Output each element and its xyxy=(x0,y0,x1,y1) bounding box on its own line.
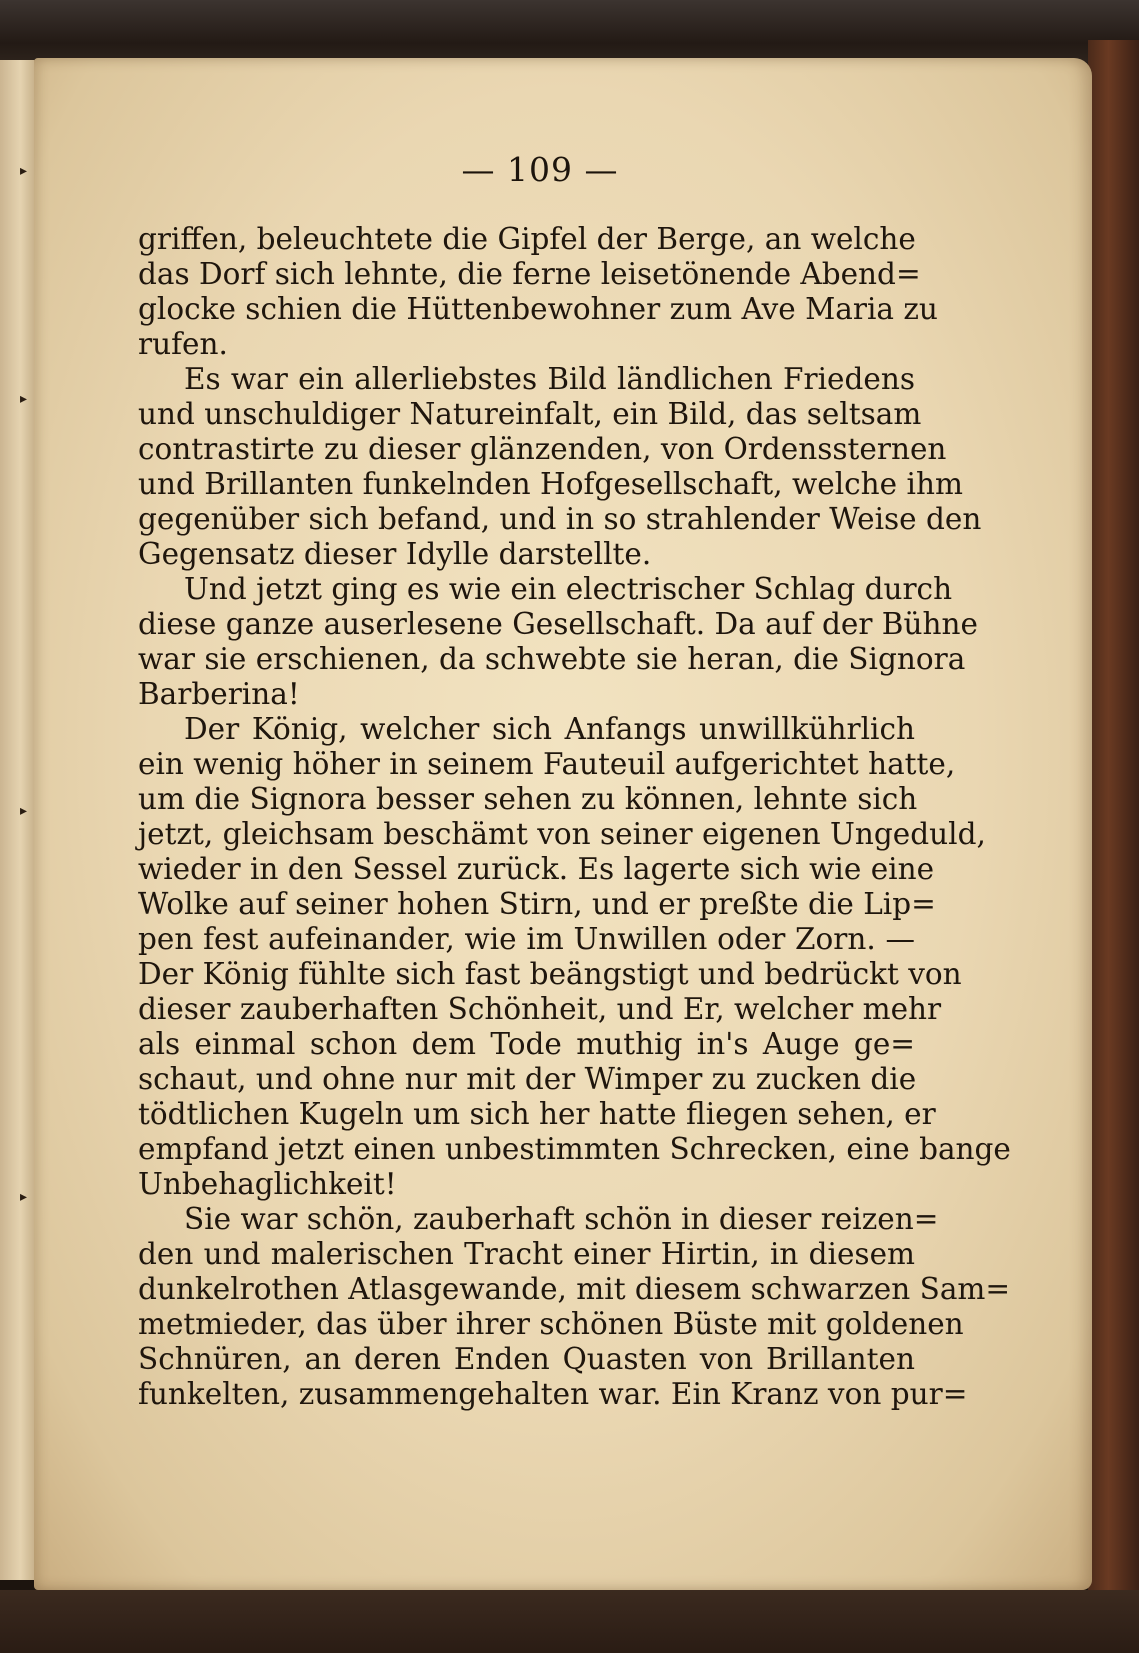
text-line: und unschuldiger Natureinfalt, ein Bild, das seltsam xyxy=(138,397,922,431)
text-line: griffen, beleuchtete die Gipfel der Berge, an welche xyxy=(138,222,916,256)
text-line: um die Signora besser sehen zu können, lehnte sich xyxy=(138,782,918,816)
text-line: tödtlichen Kugeln um sich her hatte fliegen sehen, er xyxy=(138,1097,936,1131)
book-top-edge xyxy=(0,0,1139,62)
text-line: pen fest aufeinander, wie im Unwillen oder Zorn. — xyxy=(138,922,915,956)
text-line: funkelten, zusammengehalten war. Ein Kranz von pur= xyxy=(138,1377,968,1411)
margin-mark: ▸ xyxy=(20,391,28,407)
body-text xyxy=(138,222,1011,1412)
text-line: das Dorf sich lehnte, die ferne leisetönende Abend= xyxy=(138,257,921,291)
text-line: als einmal schon dem Tode muthig in's Auge ge= xyxy=(138,1027,915,1061)
text-line: und Brillanten funkelnden Hofgesellschaft, welche ihm xyxy=(138,467,963,501)
page-number: — 109 — xyxy=(461,150,619,189)
text-line: jetzt, gleichsam beschämt von seiner eigenen Ungeduld, xyxy=(138,817,986,851)
text-line: Wolke auf seiner hohen Stirn, und er preßte die Lip= xyxy=(138,887,936,921)
text-line: diese ganze auserlesene Gesellschaft. Da auf der Bühne xyxy=(138,607,978,641)
text-line: Sie war schön, zauberhaft schön in dieser reizen= xyxy=(184,1202,939,1236)
text-line: Der König fühlte sich fast beängstigt und bedrückt von xyxy=(138,957,962,991)
text-line: Der König, welcher sich Anfangs unwillkührlich xyxy=(184,712,915,746)
text-line: Schnüren, an deren Enden Quasten von Brillanten xyxy=(138,1342,915,1376)
margin-mark: ▸ xyxy=(20,803,28,819)
book-bottom-edge xyxy=(0,1590,1139,1653)
text-line: wieder in den Sessel zurück. Es lagerte sich wie eine xyxy=(138,852,935,886)
text-line: dieser zauberhaften Schönheit, und Er, welcher mehr xyxy=(138,992,942,1026)
text-line: Und jetzt ging es wie ein electrischer Schlag durch xyxy=(184,572,953,606)
text-line: den und malerischen Tracht einer Hirtin, in diesem xyxy=(138,1237,915,1271)
text-line: contrastirte zu dieser glänzenden, von Ordenssternen xyxy=(138,432,947,466)
text-line: ein wenig höher in seinem Fauteuil aufgerichtet hatte, xyxy=(138,747,956,781)
text-line: Barberina! xyxy=(138,677,300,711)
text-line: dunkelrothen Atlasgewande, mit diesem schwarzen Sam= xyxy=(138,1272,1011,1306)
margin-mark: ▸ xyxy=(20,163,28,179)
margin-mark: ▸ xyxy=(20,1189,28,1205)
text-line: war sie erschienen, da schwebte sie heran, die Signora xyxy=(138,642,966,676)
text-line: metmieder, das über ihrer schönen Büste mit goldenen xyxy=(138,1307,964,1341)
text-line: gegenüber sich befand, und in so strahlender Weise den xyxy=(138,502,982,536)
text-line: Unbehaglichkeit! xyxy=(138,1167,397,1201)
text-line: Gegensatz dieser Idylle darstellte. xyxy=(138,537,652,571)
text-line: Es war ein allerliebstes Bild ländlichen Friedens xyxy=(184,362,915,396)
text-line: schaut, und ohne nur mit der Wimper zu zucken die xyxy=(138,1062,917,1096)
book-cover-edge xyxy=(1088,40,1139,1610)
page-gutter xyxy=(0,60,35,1580)
text-line: glocke schien die Hüttenbewohner zum Ave Maria zu xyxy=(138,292,938,326)
text-line: empfand jetzt einen unbestimmten Schrecken, eine bange xyxy=(138,1132,1011,1166)
text-line: rufen. xyxy=(138,327,228,361)
